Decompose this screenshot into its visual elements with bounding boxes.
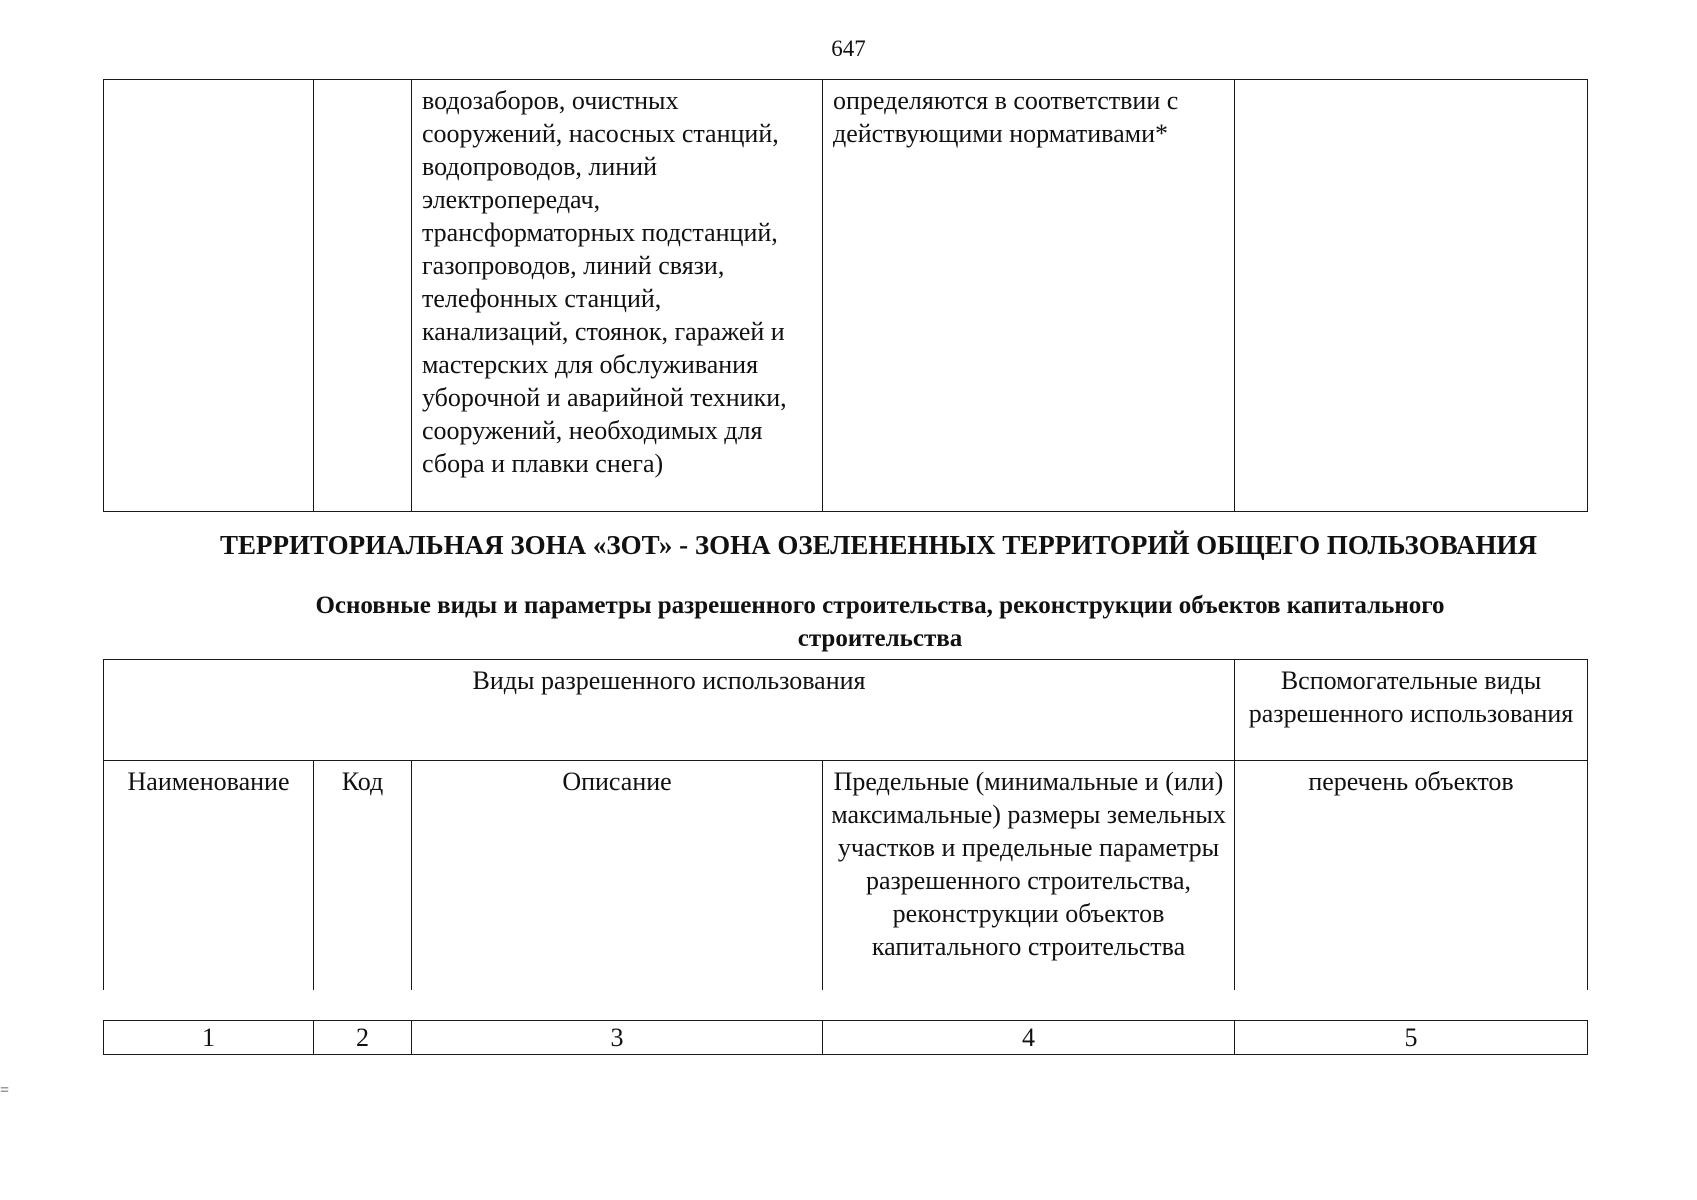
header-table xyxy=(103,659,1588,990)
column-number: 2 xyxy=(314,1021,412,1055)
header-col-name: Наименование xyxy=(104,761,314,991)
cell-parameters: определяются в соответствии с действующими нормативами* xyxy=(823,80,1235,512)
header-group-main: Виды разрешенного использования xyxy=(104,660,1235,761)
header-column-row xyxy=(104,761,1588,991)
table-row xyxy=(104,80,1588,512)
column-number-row xyxy=(104,1021,1588,1055)
header-col-aux: перечень объектов xyxy=(1235,761,1588,991)
cell-name xyxy=(104,80,314,512)
section-title: Основные виды и параметры разрешенного строительства, реконструкции объектов капитального строительства xyxy=(315,592,1445,652)
header-group-row xyxy=(104,660,1588,761)
cell-auxiliary xyxy=(1235,80,1588,512)
header-group-aux: Вспомогательные виды разрешенного использования xyxy=(1235,660,1588,761)
page-number: 647 xyxy=(831,36,866,61)
cell-description: водозаборов, очистных сооружений, насосных станций, водопроводов, линий электропередач, трансформаторных подстанций, газопроводов, линий связи, телефонных станций, канализаций, стоянок, гаражей и мастерских для обслуживания уборочной и аварийной техники, сооружений, необходимых для сбора и плавки снега) xyxy=(412,80,823,512)
header-col-description: Описание xyxy=(412,761,823,991)
continuation-table xyxy=(103,79,1588,512)
zone-title: ТЕРРИТОРИАЛЬНАЯ ЗОНА «ЗОТ» - ЗОНА ОЗЕЛЕНЕННЫХ ТЕРРИТОРИЙ ОБЩЕГО ПОЛЬЗОВАНИЯ xyxy=(219,530,1538,560)
column-number-table xyxy=(103,1020,1588,1055)
column-number: 3 xyxy=(412,1021,823,1055)
column-number: 4 xyxy=(823,1021,1235,1055)
column-number: 5 xyxy=(1235,1021,1588,1055)
header-col-parameters: Предельные (минимальные и (или) максимальные) размеры земельных участков и предельные параметры разрешенного строительства, реконструкции объектов капитального строительства xyxy=(823,761,1235,991)
header-col-code: Код xyxy=(314,761,412,991)
column-number: 1 xyxy=(104,1021,314,1055)
cell-code xyxy=(314,80,412,512)
edge-mark: = xyxy=(0,1082,10,1099)
